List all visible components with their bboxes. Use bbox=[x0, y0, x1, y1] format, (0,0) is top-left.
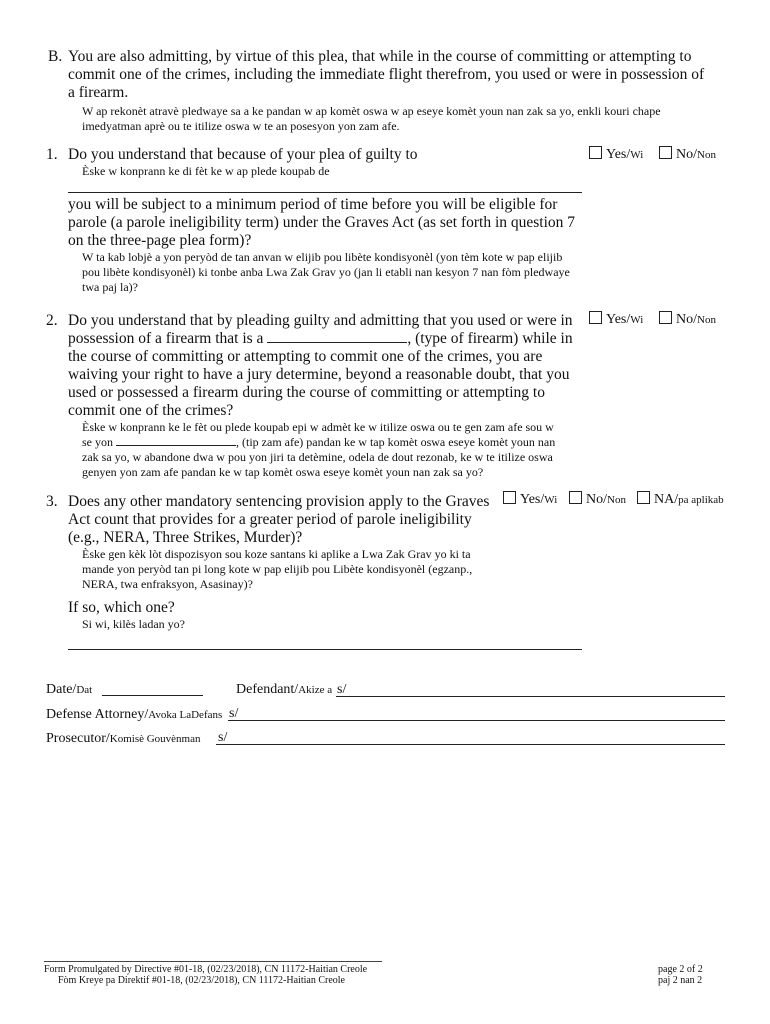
date-label-en: Date/ bbox=[46, 682, 77, 697]
prosecutor-label bbox=[46, 731, 201, 747]
q2-line2 bbox=[68, 330, 588, 348]
defense-attorney-label bbox=[46, 707, 222, 723]
q2-yes-label: Yes/ bbox=[606, 312, 631, 327]
q3-na-label-cr: pa aplikab bbox=[678, 494, 724, 506]
defendant-signature-line[interactable] bbox=[336, 696, 725, 697]
q1-yes-label: Yes/ bbox=[606, 147, 631, 162]
q2-yes-checkbox[interactable] bbox=[589, 311, 602, 324]
q1-no-label-cr: Non bbox=[697, 149, 716, 161]
defense-attorney-signature-line[interactable] bbox=[228, 720, 725, 721]
date-line[interactable] bbox=[102, 695, 203, 696]
footer-left-en: Form Promulgated by Directive #01-18, (02/23/2018), CN 11172-Haitian Creole bbox=[44, 964, 368, 975]
q2-rest-en: the course of committing or attempting to commit one of the crimes, you are waiving your right to have a jury determine, beyond a reasonable doubt, that you used or possessed a firearm during the course of committing or attempting to commit one of the crimes? bbox=[68, 348, 570, 419]
q2-block bbox=[68, 312, 588, 480]
q3-which-one-line[interactable] bbox=[68, 649, 582, 650]
q2-line1: Do you understand that by pleading guilty and admitting that you used or were in bbox=[68, 312, 573, 329]
section-b-text-en: You are also admitting, by virtue of this plea, that while in the course of committing or attempting to commit one of the crimes, including the immediate flight therefrom, you used or were in possession of a firearm. bbox=[68, 48, 705, 101]
q2-no-option[interactable] bbox=[659, 311, 716, 328]
q3-no-label-cr: Non bbox=[607, 494, 626, 506]
q3-no-checkbox[interactable] bbox=[569, 491, 582, 504]
q3-yes-label-cr: Wi bbox=[544, 494, 558, 506]
prosecutor-label-cr: Komisè Gouvènman bbox=[109, 733, 201, 745]
q3-if-so bbox=[68, 599, 568, 632]
q2-cr-line2a: se yon bbox=[82, 435, 113, 449]
footer-rule bbox=[44, 961, 382, 962]
defense-attorney-label-en: Defense Attorney/ bbox=[46, 707, 149, 722]
defense-attorney-label-cr: Avoka LaDefans bbox=[148, 709, 223, 721]
q2-firearm-type-blank[interactable] bbox=[267, 330, 407, 343]
q2-no-label: No/ bbox=[676, 312, 697, 327]
q3-no-option[interactable] bbox=[569, 491, 626, 508]
defendant-label-en: Defendant/ bbox=[236, 682, 299, 697]
q2-yes-label-cr: Wi bbox=[630, 314, 644, 326]
q3-yes-label: Yes/ bbox=[520, 492, 545, 507]
q2-number: 2. bbox=[46, 312, 58, 329]
q2-line2a: possession of a firearm that is a bbox=[68, 330, 264, 347]
defendant-label bbox=[236, 682, 332, 698]
q1-text-cr-b: W ta kab lobjè a yon peryòd de tan anvan w elijib pou libète kondisyonèl (yon tèm kote w pap elijib pou libète kondisyonèl) ki tonbe anba Lwa Zak Grav yo (jan li etabli nan kesyon 7 nan fòm pledwaye twa paj la)? bbox=[82, 250, 570, 294]
q1-yes-label-cr: Wi bbox=[630, 149, 644, 161]
section-b bbox=[68, 48, 708, 134]
q3-na-checkbox[interactable] bbox=[637, 491, 650, 504]
q2-line2b: , (type of firearm) while in bbox=[407, 330, 573, 347]
q1-no-option[interactable] bbox=[659, 146, 716, 163]
q2-cr-line1: Èske w konprann ke le fèt ou plede koupab epi w admèt ke w itilize oswa ou te gen zam afe sou w bbox=[82, 420, 554, 434]
q3-if-so-en: If so, which one? bbox=[68, 599, 175, 616]
q3-if-so-cr: Si wi, kilès ladan yo? bbox=[82, 617, 185, 631]
q1-block-b bbox=[68, 196, 588, 295]
q1-no-label: No/ bbox=[676, 147, 697, 162]
q2-yes-option[interactable] bbox=[589, 311, 643, 328]
q1-text-cr-a: Èske w konprann ke di fèt ke w ap plede koupab de bbox=[82, 164, 330, 178]
prosecutor-label-en: Prosecutor/ bbox=[46, 731, 110, 746]
q1-blank-line[interactable] bbox=[68, 192, 582, 193]
q1-no-checkbox[interactable] bbox=[659, 146, 672, 159]
page-number-cr: paj 2 nan 2 bbox=[658, 975, 703, 986]
q1-yes-option[interactable] bbox=[589, 146, 643, 163]
q2-firearm-type-blank-cr[interactable] bbox=[116, 435, 236, 446]
q1-yes-checkbox[interactable] bbox=[589, 146, 602, 159]
prosecutor-signature-line[interactable] bbox=[216, 744, 725, 745]
q3-text-cr: Èske gen kèk lòt dispozisyon sou koze santans ki aplike a Lwa Zak Grav yo ki ta mande yon peryòd tan pi long kote w pap elijib pou Libète kondisyonèl (egzanp., NERA, twa enfraksyon, Asasinay)? bbox=[82, 547, 473, 591]
q1-block-a bbox=[68, 146, 588, 179]
footer-left bbox=[44, 964, 367, 986]
prosecutor-sig-mark: s/ bbox=[218, 730, 228, 745]
section-b-label: B. bbox=[48, 48, 63, 65]
q2-cr-rest: zak sa yo, w abandone dwa w pou yon jiri ta detèmine, odela de dout rezonab, ke w te itilize oswa genyen yon zam afe pandan ke w tap komèt oswa eseye komèt youn nan zak sa yo? bbox=[82, 450, 553, 479]
q3-yes-checkbox[interactable] bbox=[503, 491, 516, 504]
defendant-sig-mark: s/ bbox=[337, 682, 347, 697]
q1-text-en-b: you will be subject to a minimum period of time before you will be eligible for parole (a parole ineligibility term) under the Graves Act (as set forth in question 7 on the three-page plea form)? bbox=[68, 196, 576, 249]
defense-sig-mark: s/ bbox=[229, 706, 239, 721]
q3-text-en: Does any other mandatory sentencing provision apply to the Graves Act count that provides for a greater period of parole ineligibility (e.g., NERA, Three Strikes, Murder)? bbox=[68, 493, 490, 546]
q3-na-label: NA/ bbox=[654, 492, 679, 507]
defendant-label-cr: Akize a bbox=[298, 684, 333, 696]
page-number-en: page 2 of 2 bbox=[658, 964, 703, 975]
q1-number: 1. bbox=[46, 146, 58, 163]
section-b-text-cr: W ap rekonèt atravè pledwaye sa a ke pandan w ap komèt oswa w ap eseye komèt youn nan zak sa yo, enkli kouri chape imedyatman aprè ou te itilize oswa w te an posesyon yon zam afe. bbox=[82, 104, 661, 133]
q3-no-label: No/ bbox=[586, 492, 607, 507]
q2-cr-line2b: , (tip zam afe) pandan ke w tap komèt oswa eseye komèt youn nan bbox=[236, 435, 556, 449]
q3-na-option[interactable] bbox=[637, 491, 724, 508]
q3-yes-option[interactable] bbox=[503, 491, 557, 508]
q2-no-label-cr: Non bbox=[697, 314, 716, 326]
date-label bbox=[46, 682, 92, 698]
q2-no-checkbox[interactable] bbox=[659, 311, 672, 324]
q3-block bbox=[68, 493, 500, 592]
q2-cr-line2 bbox=[82, 435, 588, 450]
date-label-cr: Dat bbox=[76, 684, 93, 696]
footer-left-cr: Fòm Kreye pa Direktif #01-18, (02/23/2018), CN 11172-Haitian Creole bbox=[58, 975, 345, 986]
q1-text-en-a: Do you understand that because of your plea of guilty to bbox=[68, 146, 418, 163]
q3-number: 3. bbox=[46, 493, 58, 510]
footer-right bbox=[658, 964, 703, 986]
